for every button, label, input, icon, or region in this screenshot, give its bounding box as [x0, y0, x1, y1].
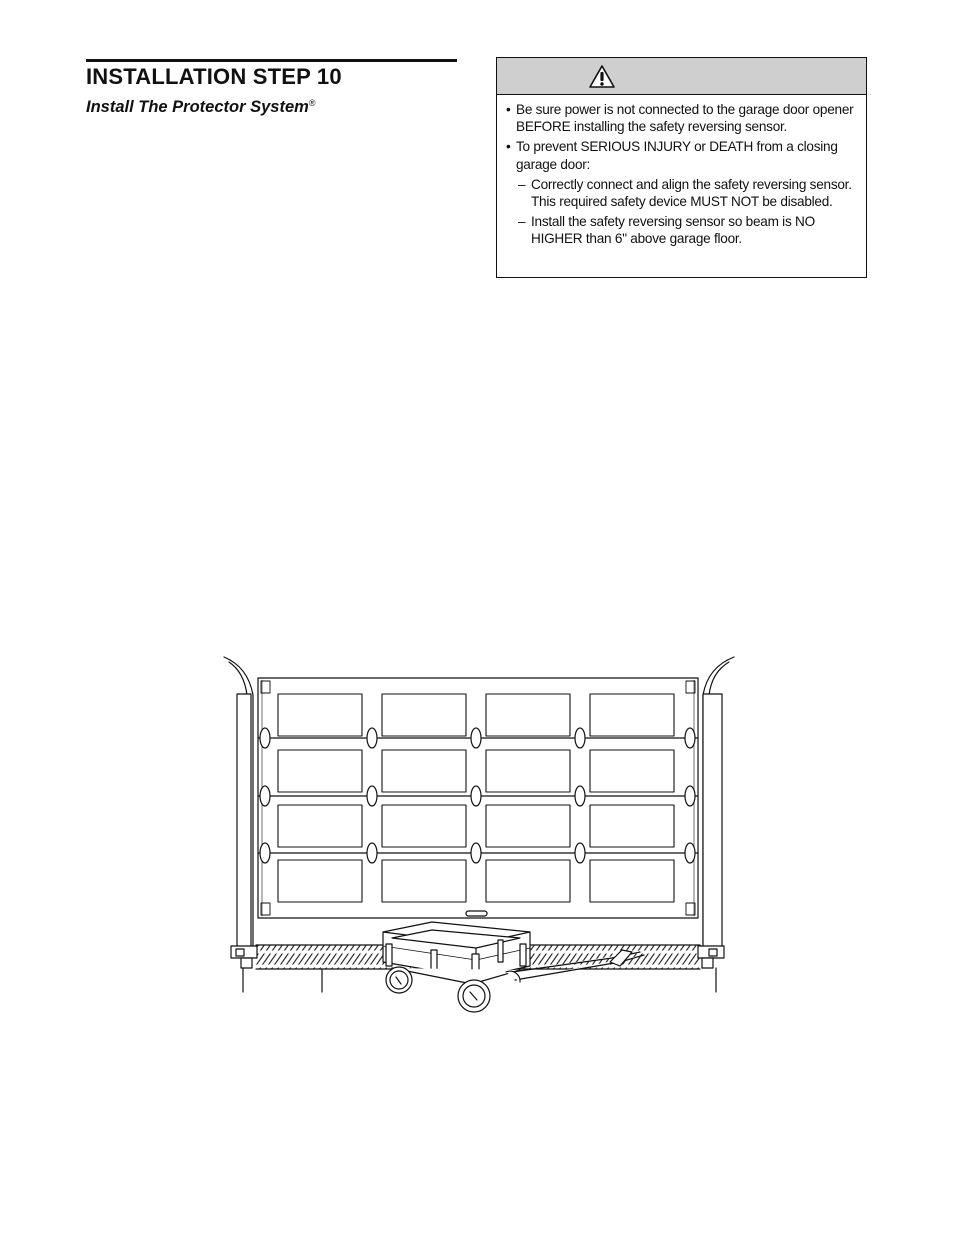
right-door-jamb: [703, 657, 734, 950]
left-safety-sensor: [231, 946, 257, 968]
warning-list: [497, 95, 866, 248]
warning-header: [497, 58, 866, 95]
left-door-jamb: [224, 657, 253, 950]
floor-threshold: [256, 945, 700, 969]
wagon: [383, 922, 644, 1012]
warning-item: • To prevent SERIOUS INJURY or DEATH from a closing garage door:: [506, 139, 838, 172]
door-panels: [278, 694, 674, 902]
step-subtitle: [86, 93, 315, 117]
door-handle: [466, 911, 487, 916]
step-subtitle-text: Install The Protector System: [86, 98, 309, 116]
step-title: INSTALLATION STEP 10: [86, 64, 342, 89]
door-hinges: [260, 728, 695, 863]
garage-door: [258, 678, 698, 918]
registered-mark: ®: [308, 98, 316, 108]
right-safety-sensor: [698, 946, 724, 968]
warning-item: • Be sure power is not connected to the garage door opener BEFORE installing the safety reversing sensor.: [506, 102, 854, 135]
corner-brackets: [261, 681, 695, 915]
title-rule: [86, 59, 457, 62]
warning-subitem: – Correctly connect and align the safety reversing sensor. This required safety device MUST NOT be disabled.: [518, 176, 852, 210]
warning-box: [496, 57, 867, 278]
warning-triangle-icon: [589, 65, 615, 88]
warning-subitem: – Install the safety reversing sensor so beam is NO HIGHER than 6" above garage floor.: [518, 214, 815, 247]
